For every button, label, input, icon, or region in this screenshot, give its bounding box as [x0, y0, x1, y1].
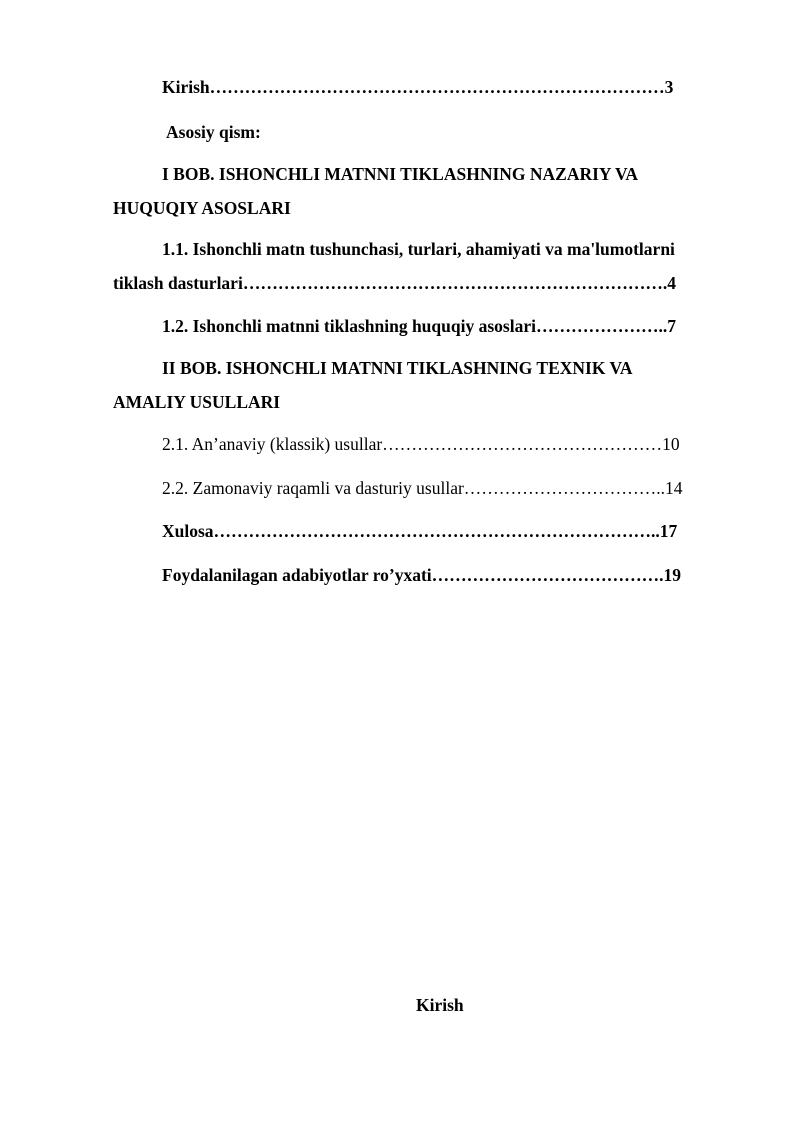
section-heading-kirish: Kirish [416, 995, 464, 1015]
toc-chapter-1-title-line1: I BOB. ISHONCHLI MATNNI TIKLASHNING NAZARIY VA [162, 164, 639, 184]
toc-heading-asosiy-qism: Asosiy qism: [166, 122, 261, 142]
toc-entry-2-1: 2.1. An’anaviy (klassik) usullar…………………………………………10 [162, 434, 680, 454]
toc-entry-2-2: 2.2. Zamonaviy raqamli va dasturiy usullar……………………………..14 [162, 478, 683, 498]
toc-entry-kirish: Kirish……………………………………………………………………3 [162, 77, 674, 97]
toc-chapter-2-title-line1: II BOB. ISHONCHLI MATNNI TIKLASHNING TEXNIK VA [162, 358, 633, 378]
toc-chapter-2-title-line2: AMALIY USULLARI [113, 392, 281, 412]
toc-entry-1-2: 1.2. Ishonchli matnni tiklashning huquqiy asoslari…………………..7 [162, 316, 676, 336]
toc-chapter-1-title-line2: HUQUQIY ASOSLARI [113, 198, 291, 218]
toc-entry-1-1-line1: 1.1. Ishonchli matn tushunchasi, turlari, ahamiyati va ma'lumotlarni [162, 239, 675, 259]
toc-entry-xulosa: Xulosa…………………………………………………………………..17 [162, 521, 678, 541]
toc-entry-adabiyotlar: Foydalanilagan adabiyotlar ro’yxati………………………………….19 [162, 565, 682, 585]
toc-entry-1-1-line2: tiklash dasturlari……………………………………………………………….4 [113, 273, 676, 293]
